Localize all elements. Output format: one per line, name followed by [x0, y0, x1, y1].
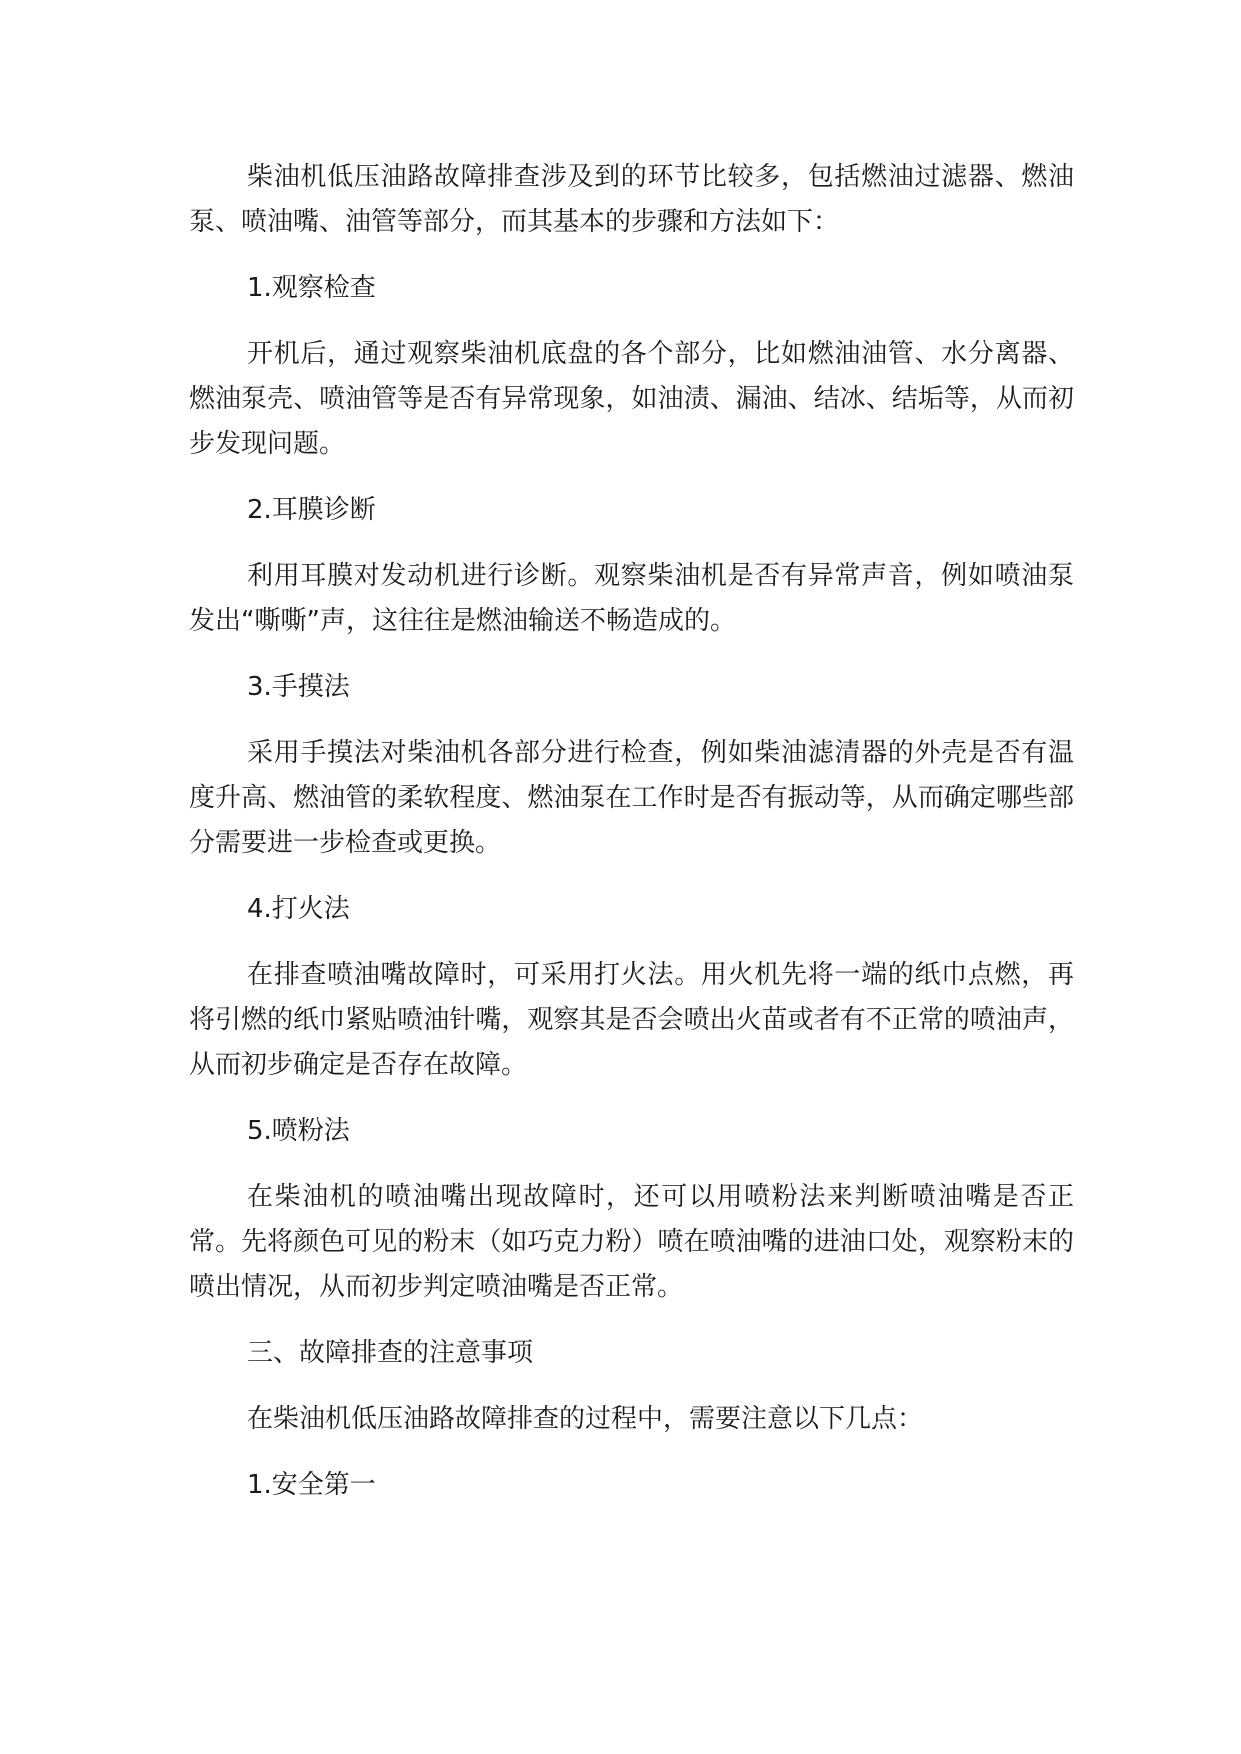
- paragraph-powder: 在柴油机的喷油嘴出现故障时，还可以用喷粉法来判断喷油嘴是否正常。先将颜色可见的粉末（如巧克力粉）喷在喷油嘴的进油口处，观察粉末的喷出情况，从而初步判定喷油嘴是否正常。: [189, 1182, 1074, 1302]
- section-heading-observe: 1.观察检查: [247, 273, 376, 303]
- intro-paragraph: 柴油机低压油路故障排查涉及到的环节比较多，包括燃油过滤器、燃油泵、喷油嘴、油管等部分，而其基本的步骤和方法如下：: [189, 162, 1074, 237]
- paragraph-eardrum: 利用耳膜对发动机进行诊断。观察柴油机是否有异常声音，例如喷油泵发出“嘶嘶”声，这往往是燃油输送不畅造成的。: [189, 561, 1074, 636]
- section-heading-powder: 5.喷粉法: [247, 1116, 350, 1146]
- document-body: [189, 155, 1074, 1508]
- paragraph-ignite: 在排查喷油嘴故障时，可采用打火法。用火机先将一端的纸巾点燃，再将引燃的纸巾紧贴喷油针嘴，观察其是否会喷出火苗或者有不正常的喷油声，从而初步确定是否存在故障。: [189, 960, 1074, 1080]
- section-heading-ignite: 4.打火法: [247, 894, 350, 924]
- section-heading-touch: 3.手摸法: [247, 672, 350, 702]
- paragraph-precautions: 在柴油机低压油路故障排查的过程中，需要注意以下几点：: [247, 1404, 924, 1434]
- section-heading-eardrum: 2.耳膜诊断: [247, 495, 376, 525]
- section-heading-safety: 1.安全第一: [247, 1470, 376, 1500]
- paragraph-touch: 采用手摸法对柴油机各部分进行检查，例如柴油滤清器的外壳是否有温度升高、燃油管的柔软程度、燃油泵在工作时是否有振动等，从而确定哪些部分需要进一步检查或更换。: [189, 738, 1074, 858]
- section-heading-precautions: 三、故障排查的注意事项: [247, 1338, 534, 1368]
- paragraph-observe: 开机后，通过观察柴油机底盘的各个部分，比如燃油油管、水分离器、燃油泵壳、喷油管等是否有异常现象，如油渍、漏油、结冰、结垢等，从而初步发现问题。: [189, 339, 1074, 459]
